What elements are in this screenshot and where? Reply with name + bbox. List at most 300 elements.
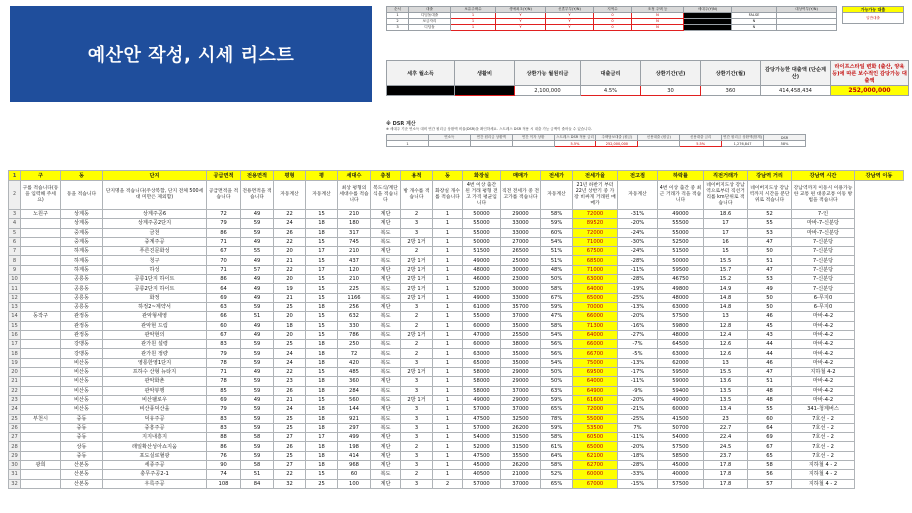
table-cell: 90: [207, 461, 241, 470]
table-cell: 37000: [501, 479, 541, 488]
table-cell: 59: [241, 340, 274, 349]
table-cell: 18: [306, 302, 338, 311]
table-cell: 62700: [573, 461, 618, 470]
row-number: 14: [9, 312, 21, 321]
table-row: [9, 377, 904, 386]
table-cell: 35000: [501, 358, 541, 367]
table-cell: 복도: [371, 340, 401, 349]
table-cell: 65: [748, 451, 792, 460]
table-cell: 마바-4-2: [792, 358, 855, 367]
table-cell: 22: [274, 265, 306, 274]
table-cell: 상계주공2단지: [103, 219, 207, 228]
dsr-note: ※ 세대주 기준 연소득 대비 연간 원리금 상환액 비율(DSR)을 확인하세요. 스트레스 DSR 적용 시 대출 가능 금액이 줄어들 수 있습니다.: [386, 127, 593, 131]
table-cell: 13: [704, 358, 748, 367]
table-cell: -5%: [618, 349, 658, 358]
table-cell: 계단: [371, 442, 401, 451]
table-cell: 51%: [541, 256, 573, 265]
table-cell: 14.8: [704, 293, 748, 302]
table-cell: 32: [274, 479, 306, 488]
table-cell: 86: [207, 228, 241, 237]
row-number: 3: [9, 210, 21, 219]
table-cell: 복도: [371, 321, 401, 330]
table-cell: 360: [338, 377, 371, 386]
table-cell: 1: [433, 442, 463, 451]
table-cell: 관가원 정량: [103, 349, 207, 358]
table-cell: 120: [338, 265, 371, 274]
table-cell: [21, 358, 61, 367]
table-cell: 18: [306, 461, 338, 470]
table-cell: 49: [241, 330, 274, 339]
table-cell: 1: [433, 349, 463, 358]
table-cell: 30000: [501, 265, 541, 274]
table-cell: 우륵주공: [103, 479, 207, 488]
table-cell: 85: [207, 386, 241, 395]
table-cell: 복도: [371, 256, 401, 265]
table-cell: 51500: [658, 247, 704, 256]
table-cell: 비산동: [61, 395, 103, 404]
dsr-header-cell: 신용대출 금리: [680, 135, 722, 141]
table-cell: 437: [338, 256, 371, 265]
table-cell: 1: [433, 265, 463, 274]
table-cell: 복도: [371, 358, 401, 367]
table-cell: 13.5: [704, 386, 748, 395]
table-cell: 화정: [103, 293, 207, 302]
table-cell: 1: [433, 247, 463, 256]
table-row: [9, 349, 904, 358]
sheet-column-header: 전세가: [541, 171, 573, 181]
table-cell: 27000: [501, 237, 541, 246]
table-cell: 58000: [463, 386, 501, 395]
table-cell: 마바-7-신분당: [792, 219, 855, 228]
table-row: [9, 414, 904, 423]
row-number: 23: [9, 395, 21, 404]
table-cell: 2: [401, 247, 433, 256]
row-number: 15: [9, 321, 21, 330]
table-cell: [21, 451, 61, 460]
table-cell: -21%: [618, 405, 658, 414]
table-cell: 22: [274, 470, 306, 479]
sheet-column-header: 전고점: [618, 171, 658, 181]
table-cell: 59500: [658, 368, 704, 377]
table-cell: 50: [748, 293, 792, 302]
table-cell: -28%: [618, 256, 658, 265]
sheet-column-header: 용적: [401, 171, 433, 181]
table-cell: 18: [306, 377, 338, 386]
table-cell: 48000: [658, 293, 704, 302]
table-cell: 63000: [658, 302, 704, 311]
table-cell: -9%: [618, 386, 658, 395]
table-cell: -20%: [618, 219, 658, 228]
table-cell: 25: [274, 340, 306, 349]
table-cell: 1: [433, 377, 463, 386]
sheet-column-description: 최상 평형의 세대수를 적습니다: [338, 181, 371, 210]
table-cell: 2방 1거: [401, 265, 433, 274]
calc-value-cell: [455, 86, 515, 96]
table-cell: 49000: [463, 293, 501, 302]
table-cell: [21, 330, 61, 339]
table-cell: 1: [433, 358, 463, 367]
row-number: 27: [9, 433, 21, 442]
mini-header-cell: 보유주택수: [451, 7, 496, 13]
mini-cell: Y: [546, 19, 594, 25]
row-number: 21: [9, 377, 21, 386]
table-cell: 세종주공: [103, 461, 207, 470]
table-cell: 23.7: [704, 451, 748, 460]
table-cell: 3: [401, 302, 433, 311]
table-cell: 83: [207, 414, 241, 423]
table-cell: 59: [241, 451, 274, 460]
sheet-column-description: 공급면적을 적습니다: [207, 181, 241, 210]
table-cell: 15: [306, 284, 338, 293]
table-cell: 78: [207, 377, 241, 386]
table-cell: 15.5: [704, 256, 748, 265]
table-cell: 관악화촌: [103, 377, 207, 386]
table-cell: 62100: [573, 451, 618, 460]
table-row: [9, 470, 904, 479]
table-cell: 하계동: [61, 256, 103, 265]
dsr-table: [386, 134, 806, 147]
table-cell: 58%: [541, 284, 573, 293]
table-cell: 69: [748, 433, 792, 442]
table-cell: 7-인: [792, 210, 855, 219]
table-cell: 59: [241, 302, 274, 311]
row-number: 25: [9, 414, 21, 423]
mini-cell: Y: [496, 19, 546, 25]
table-cell: 78: [207, 358, 241, 367]
calc-header-cell: 생활비: [455, 61, 515, 86]
table-cell: 45000: [463, 461, 501, 470]
table-cell: 마바-4-2: [792, 386, 855, 395]
table-cell: 13: [704, 312, 748, 321]
mini-cell: Y: [496, 13, 546, 19]
table-cell: 57000: [463, 423, 501, 432]
table-cell: 69: [207, 293, 241, 302]
table-cell: 144: [338, 405, 371, 414]
row-number: 28: [9, 442, 21, 451]
table-cell: 상계동: [61, 219, 103, 228]
table-cell: 17: [306, 247, 338, 256]
table-cell: 22.7: [704, 423, 748, 432]
mini-cell: 디딤돌: [409, 25, 451, 31]
dsr-value-cell: 252,000,000: [596, 141, 638, 147]
table-cell: [21, 368, 61, 377]
dsr-value-cell: [512, 141, 554, 147]
table-cell: 18: [306, 349, 338, 358]
row-number: 6: [9, 237, 21, 246]
table-cell: 50%: [541, 368, 573, 377]
table-cell: 52000: [463, 284, 501, 293]
table-cell: 65000: [463, 358, 501, 367]
table-cell: 비산동: [61, 368, 103, 377]
row-number: 32: [9, 479, 21, 488]
table-cell: 2방 1거: [401, 237, 433, 246]
table-cell: 59: [241, 442, 274, 451]
mini-cell: 1: [451, 19, 496, 25]
table-cell: 비산동: [61, 386, 103, 395]
table-cell: 22.4: [704, 433, 748, 442]
row-number: 22: [9, 386, 21, 395]
table-cell: 2: [401, 340, 433, 349]
table-cell: 210: [338, 275, 371, 284]
table-cell: 2방 1거: [401, 293, 433, 302]
table-cell: 32500: [501, 414, 541, 423]
table-cell: 49000: [463, 395, 501, 404]
table-cell: 3: [401, 451, 433, 460]
table-cell: -16%: [618, 321, 658, 330]
table-cell: 13.4: [704, 405, 748, 414]
table-cell: 지하철 4 - 2: [792, 479, 855, 488]
table-cell: [21, 340, 61, 349]
table-cell: 60000: [658, 405, 704, 414]
mini-header-cell: 생애최초(Y/N): [496, 7, 546, 13]
table-cell: 15: [306, 321, 338, 330]
table-cell: 55000: [463, 219, 501, 228]
row-number: 26: [9, 423, 21, 432]
table-cell: 59: [241, 377, 274, 386]
table-cell: 58%: [541, 321, 573, 330]
table-cell: 968: [338, 461, 371, 470]
table-cell: 64000: [573, 377, 618, 386]
table-row: [9, 479, 904, 488]
table-cell: 47000: [463, 330, 501, 339]
table-cell: 29000: [501, 377, 541, 386]
table-cell: 공릉동: [61, 284, 103, 293]
table-cell: 485: [338, 368, 371, 377]
sheet-column-description: 자동계산: [541, 181, 573, 210]
table-cell: 계단: [371, 247, 401, 256]
table-cell: 2방 1거: [401, 275, 433, 284]
table-cell: 49800: [658, 284, 704, 293]
table-cell: 341-청계버스: [792, 405, 855, 414]
table-cell: 43: [748, 330, 792, 339]
table-cell: 17: [306, 265, 338, 274]
table-cell: -24%: [618, 228, 658, 237]
sheet-column-description: 전용면적을 적습니다: [241, 181, 274, 210]
table-cell: 비산동: [61, 358, 103, 367]
table-cell: 921: [338, 414, 371, 423]
table-cell: 18: [306, 219, 338, 228]
table-cell: 59: [241, 349, 274, 358]
table-cell: 마바-4-2: [792, 330, 855, 339]
table-cell: 중계동: [61, 228, 103, 237]
calc-value-cell: 30: [641, 86, 701, 96]
table-cell: 297: [338, 423, 371, 432]
table-cell: 1: [433, 256, 463, 265]
table-cell: 24.5: [704, 442, 748, 451]
table-cell: 계단: [371, 433, 401, 442]
table-cell: [21, 433, 61, 442]
table-cell: -17%: [618, 368, 658, 377]
sheet-column-description: 자동계산: [306, 181, 338, 210]
table-cell: 6-무지0: [792, 293, 855, 302]
table-cell: 72000: [573, 228, 618, 237]
table-cell: 3: [401, 461, 433, 470]
table-cell: 21000: [501, 470, 541, 479]
table-cell: 54%: [541, 330, 573, 339]
row-number: 31: [9, 470, 21, 479]
table-cell: 1: [433, 312, 463, 321]
table-cell: 26: [274, 386, 306, 395]
calc-value-cell: 414,458,434: [761, 86, 831, 96]
dsr-value-cell: 1,276,847: [722, 141, 764, 147]
table-cell: 60000: [463, 321, 501, 330]
table-cell: 15: [306, 470, 338, 479]
table-cell: 64000: [573, 330, 618, 339]
table-cell: 29000: [501, 368, 541, 377]
table-cell: 66: [207, 312, 241, 321]
table-row: [9, 395, 904, 404]
table-cell: 71: [207, 265, 241, 274]
table-cell: 18: [306, 405, 338, 414]
table-cell: 64900: [573, 386, 618, 395]
table-cell: 59: [241, 228, 274, 237]
table-cell: 23000: [501, 275, 541, 284]
row-number: 29: [9, 451, 21, 460]
sheet-column-header: 동: [61, 171, 103, 181]
mini-cell: 2: [387, 19, 409, 25]
table-cell: 64%: [541, 451, 573, 460]
table-cell: [21, 275, 61, 284]
row-number: 16: [9, 330, 21, 339]
table-cell: 2: [433, 479, 463, 488]
row-number: 2: [9, 181, 21, 210]
table-cell: 284: [338, 386, 371, 395]
table-cell: 30000: [501, 284, 541, 293]
table-cell: 317: [338, 228, 371, 237]
table-cell: 비산동: [61, 405, 103, 414]
table-cell: 58: [241, 461, 274, 470]
row-number: 5: [9, 228, 21, 237]
table-cell: 복도: [371, 284, 401, 293]
table-cell: 60000: [573, 470, 618, 479]
table-cell: 마바-4-2: [792, 340, 855, 349]
table-row: [9, 210, 904, 219]
table-cell: 49000: [658, 395, 704, 404]
table-cell: 225: [338, 284, 371, 293]
table-cell: 계단: [371, 451, 401, 460]
table-cell: 17.8: [704, 461, 748, 470]
table-cell: [21, 479, 61, 488]
sheet-column-header: 층점: [371, 171, 401, 181]
table-row: [9, 451, 904, 460]
sheet-column-header: 평: [306, 171, 338, 181]
table-cell: -20%: [618, 442, 658, 451]
table-cell: 71000: [573, 265, 618, 274]
table-cell: 중동: [61, 433, 103, 442]
table-cell: 7호선 - 2: [792, 423, 855, 432]
row-number: 4: [9, 219, 21, 228]
table-cell: 래일확산성아쇼지움: [103, 442, 207, 451]
dsr-value-cell: [638, 141, 680, 147]
table-cell: 786: [338, 330, 371, 339]
table-cell: 35500: [501, 451, 541, 460]
table-cell: 1: [433, 228, 463, 237]
table-cell: 53: [748, 228, 792, 237]
table-cell: 지하철 4 - 2: [792, 461, 855, 470]
table-cell: 1: [433, 275, 463, 284]
table-cell: 관정동: [61, 312, 103, 321]
sheet-column-header: 강남역 거리: [748, 171, 792, 181]
sheet-column-description: 4번 이상 출간 중 최근 거래가 격을 적습니다: [658, 181, 704, 210]
table-cell: 51: [748, 377, 792, 386]
loan-eligibility-table: [386, 6, 837, 31]
table-cell: [21, 293, 61, 302]
table-cell: [21, 237, 61, 246]
table-cell: 지지내흥지: [103, 433, 207, 442]
dsr-header-cell: 연간 이자 상환: [512, 135, 554, 141]
table-cell: 18: [306, 358, 338, 367]
table-cell: 250: [338, 340, 371, 349]
table-cell: 50700: [658, 423, 704, 432]
table-cell: [21, 423, 61, 432]
table-cell: [21, 349, 61, 358]
table-cell: 7호선 - 2: [792, 451, 855, 460]
sheet-column-header: 강남역 이동: [855, 171, 904, 181]
table-cell: 18: [306, 386, 338, 395]
table-cell: 65000: [573, 293, 618, 302]
table-cell: 56%: [541, 349, 573, 358]
table-row: [9, 368, 904, 377]
table-cell: 50%: [541, 377, 573, 386]
table-cell: 26200: [501, 461, 541, 470]
table-cell: 25500: [501, 330, 541, 339]
table-cell: 61%: [541, 442, 573, 451]
table-cell: 86: [207, 275, 241, 284]
table-cell: 55000: [658, 228, 704, 237]
table-cell: 31500: [501, 433, 541, 442]
table-cell: 71300: [573, 321, 618, 330]
table-cell: 72000: [573, 210, 618, 219]
table-cell: 관가원 설령: [103, 340, 207, 349]
table-row: [9, 330, 904, 339]
table-cell: 중계동: [61, 237, 103, 246]
table-cell: 58%: [541, 210, 573, 219]
mini-cell: 0: [594, 19, 632, 25]
row-number: 24: [9, 405, 21, 414]
mini-cell: Y: [496, 25, 546, 31]
mini-cell: 0: [594, 13, 632, 19]
table-cell: 15: [306, 275, 338, 284]
table-cell: 48%: [541, 265, 573, 274]
row-number: 18: [9, 349, 21, 358]
sheet-column-header: 동: [433, 171, 463, 181]
table-cell: 49: [241, 368, 274, 377]
table-cell: 45: [748, 321, 792, 330]
table-cell: 35000: [501, 349, 541, 358]
table-cell: 47%: [541, 312, 573, 321]
table-cell: 50: [748, 302, 792, 311]
sheet-column-header: 하락률: [658, 171, 704, 181]
table-cell: -33%: [618, 470, 658, 479]
table-cell: 13.6: [704, 377, 748, 386]
table-cell: -28%: [618, 275, 658, 284]
table-cell: 25: [274, 423, 306, 432]
table-cell: 2방 1거: [401, 284, 433, 293]
table-cell: -24%: [618, 247, 658, 256]
table-cell: 비산동: [61, 377, 103, 386]
table-cell: 광희: [21, 461, 61, 470]
table-cell: 7-신분당: [792, 275, 855, 284]
table-cell: -7%: [618, 340, 658, 349]
table-cell: 54%: [541, 358, 573, 367]
dsr-value-cell: 58%: [764, 141, 806, 147]
table-cell: -27%: [618, 330, 658, 339]
table-cell: 계단: [371, 461, 401, 470]
table-cell: 노원구: [21, 210, 61, 219]
dsr-section: [386, 120, 912, 154]
table-cell: 61600: [573, 395, 618, 404]
table-cell: 59: [241, 219, 274, 228]
